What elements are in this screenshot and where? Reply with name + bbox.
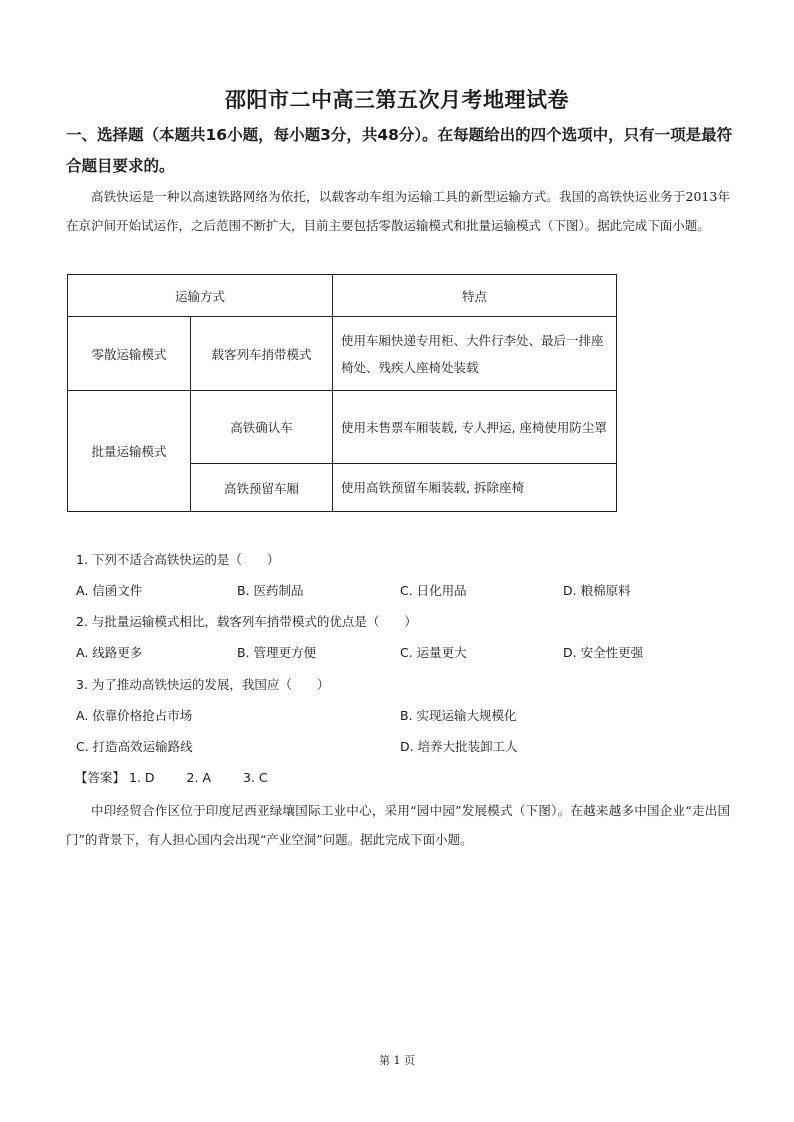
page-number: 第 1 页 bbox=[379, 1054, 415, 1067]
question-1-option-a: A. 信函文件 bbox=[76, 583, 143, 598]
table-sub-mode: 高铁预留车厢 bbox=[191, 464, 333, 512]
answer-item: 2. A bbox=[186, 770, 211, 785]
question-3-stem: 3. 为了推动高铁快运的发展，我国应（ ） bbox=[76, 677, 330, 692]
passage-industrial-park: 中印经贸合作区位于印度尼西亚绿壤国际工业中心，采用“园中园”发展模式（下图）。在越来越多中国企业“走出国门”的背景下，有人担心国内会出现“产业空洞”问题。据此完成下面小题。 bbox=[66, 803, 730, 847]
question-2-option-b: B. 管理更方便 bbox=[237, 645, 317, 660]
table-sub-mode: 高铁确认车 bbox=[191, 391, 333, 464]
question-3-option-a: A. 依靠价格抢占市场 bbox=[76, 708, 193, 723]
table-header-mode: 运输方式 bbox=[68, 275, 333, 317]
page-title: 邵阳市二中高三第五次月考地理试卷 bbox=[225, 88, 569, 112]
question-1-stem: 1. 下列不适合高铁快运的是（ ） bbox=[76, 552, 280, 567]
passage-high-speed-rail: 高铁快运是一种以高速铁路网络为依托，以载客动车组为运输工具的新型运输方式。我国的高铁快运业务于2013年在京沪间开始试运作，之后范围不断扩大，目前主要包括零散运输模式和批量运输模式（下图）。据此完成下面小题。 bbox=[66, 189, 730, 233]
table-header-row bbox=[68, 275, 617, 317]
answer-item: 3. C bbox=[243, 770, 268, 785]
question-2-option-c: C. 运量更大 bbox=[400, 645, 467, 660]
table-group-batch: 批量运输模式 bbox=[68, 391, 191, 512]
table-row bbox=[68, 391, 617, 464]
question-2-option-d: D. 安全性更强 bbox=[563, 645, 644, 660]
answer-line bbox=[75, 768, 296, 786]
question-3-option-d: D. 培养大批装卸工人 bbox=[400, 739, 518, 754]
answer-label: 【答案】 bbox=[75, 770, 126, 785]
question-1-option-d: D. 粮棉原料 bbox=[563, 583, 631, 598]
table-sub-mode: 载客列车捎带模式 bbox=[191, 317, 333, 391]
question-1-option-c: C. 日化用品 bbox=[400, 583, 467, 598]
table-header-feature: 特点 bbox=[333, 275, 617, 317]
table-feature: 使用未售票车厢装载, 专人押运, 座椅使用防尘罩 bbox=[333, 391, 617, 464]
question-2-option-a: A. 线路更多 bbox=[76, 645, 143, 660]
answer-item: 1. D bbox=[129, 770, 155, 785]
transport-mode-table bbox=[67, 274, 617, 512]
question-3-option-b: B. 实现运输大规模化 bbox=[400, 708, 517, 723]
question-3-option-c: C. 打造高效运输路线 bbox=[76, 739, 193, 754]
table-feature: 使用高铁预留车厢装载, 拆除座椅 bbox=[333, 464, 617, 512]
question-1-option-b: B. 医药制品 bbox=[237, 583, 304, 598]
table-group-scattered: 零散运输模式 bbox=[68, 317, 191, 391]
table-row bbox=[68, 317, 617, 391]
question-2-stem: 2. 与批量运输模式相比，载客列车捎带模式的优点是（ ） bbox=[76, 614, 417, 629]
section-heading: 一、选择题（本题共16小题，每小题3分，共48分）。在每题给出的四个选项中，只有一项是最符合题目要求的。 bbox=[66, 126, 733, 175]
table-feature: 使用车厢快递专用柜、大件行李处、最后一排座椅处、残疾人座椅处装载 bbox=[333, 317, 617, 391]
